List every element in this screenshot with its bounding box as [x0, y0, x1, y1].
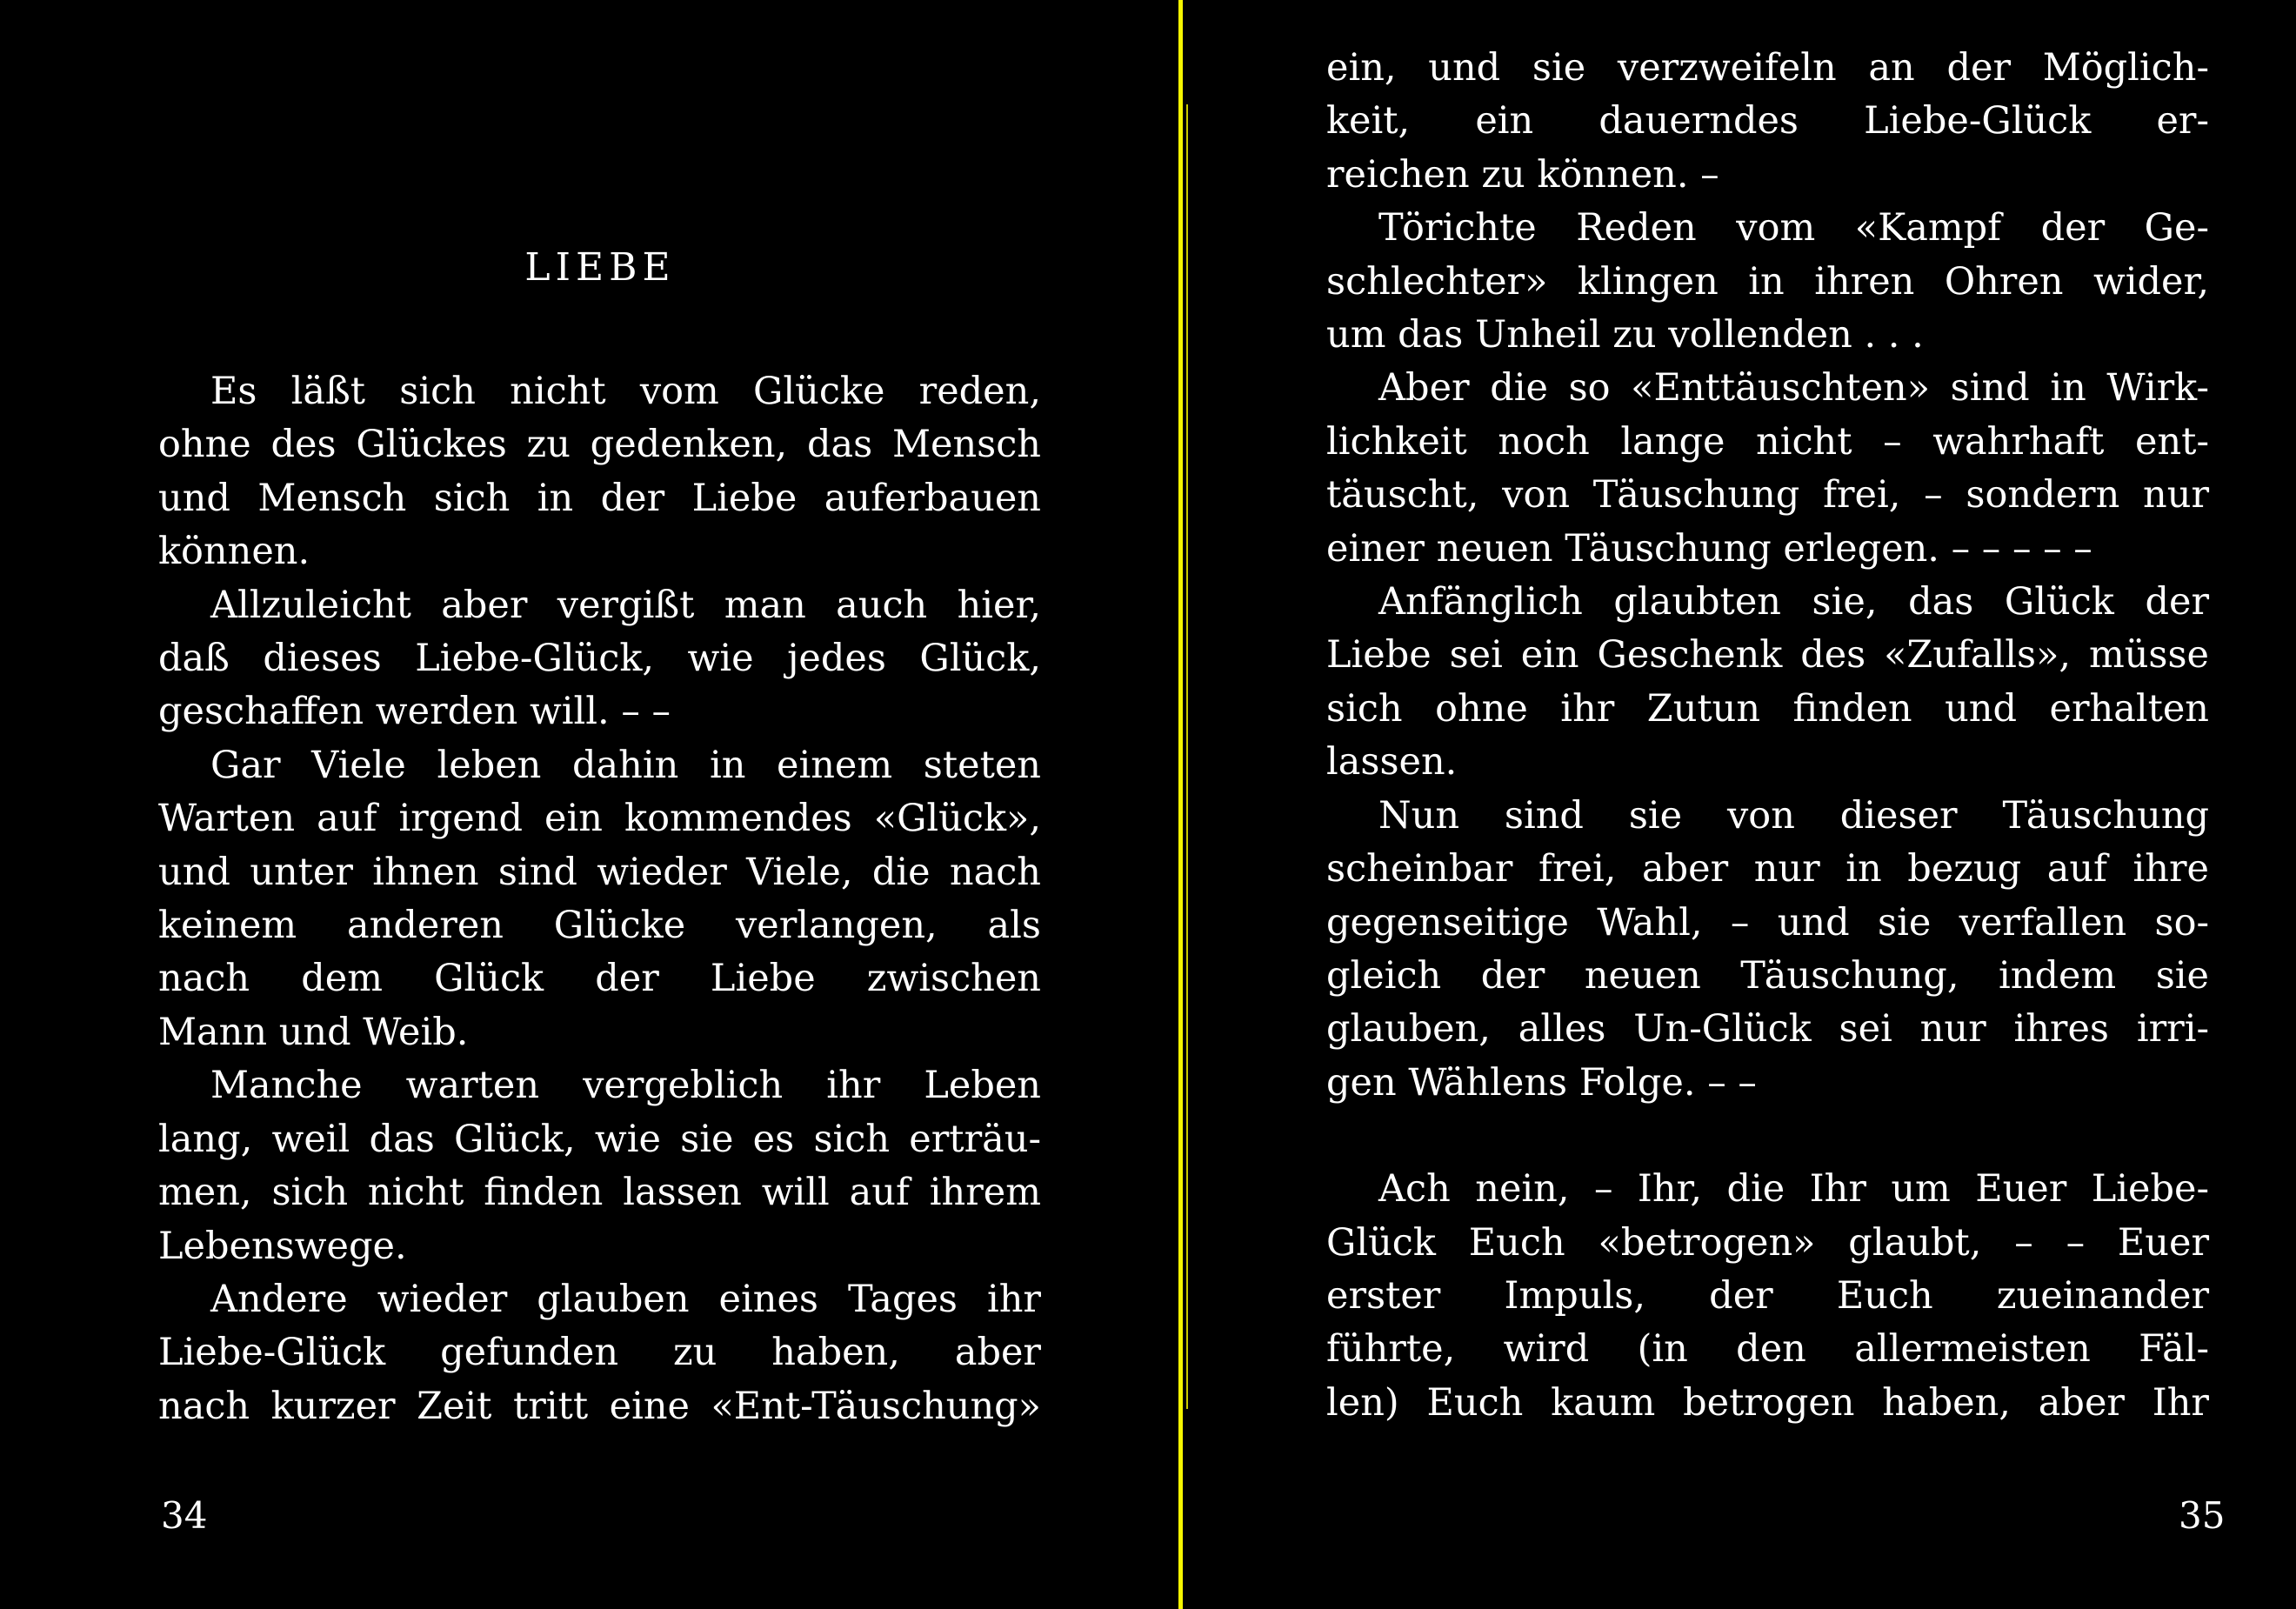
text-line: ein, und sie verzweifeln an der Möglich-	[1326, 46, 2209, 90]
text-line: Warten auf irgend ein kommendes «Glück»,	[158, 797, 1041, 841]
text-line: scheinbar frei, aber nur in bezug auf ihre	[1326, 847, 2209, 891]
text-line: Gar Viele leben dahin in einem steten	[210, 743, 1041, 787]
right-page-body	[1326, 42, 2209, 1430]
text-line: können.	[158, 530, 310, 574]
text-line: gen Wählens Folge. – –	[1326, 1060, 1757, 1105]
text-line: keinem anderen Glücke verlangen, als	[158, 904, 1041, 948]
text-line: Aber die so «Enttäuschten» sind in Wirk-	[1378, 366, 2209, 411]
text-line: Liebe sei ein Geschenk des «Zufalls», müsse	[1326, 633, 2209, 678]
text-line: Glück Euch «betrogen» glaubt, – – Euer	[1326, 1220, 2209, 1265]
chapter-title: LIEBE	[524, 245, 676, 290]
book-gutter-edge	[1186, 104, 1188, 1409]
text-line: len) Euch kaum betrogen haben, aber Ihr	[1326, 1380, 2209, 1425]
text-line: daß dieses Liebe-Glück, wie jedes Glück,	[158, 637, 1041, 681]
page-number-left: 34	[161, 1494, 208, 1537]
book-gutter	[1178, 0, 1183, 1609]
text-line: Allzuleicht aber vergißt man auch hier,	[210, 583, 1041, 627]
page-number-right: 35	[2179, 1494, 2226, 1537]
text-line: ohne des Glückes zu gedenken, das Mensch	[158, 423, 1041, 467]
text-line: lichkeit noch lange nicht – wahrhaft ent-	[1326, 419, 2209, 464]
text-line: Liebe-Glück gefunden zu haben, aber	[158, 1331, 1041, 1375]
text-line: men, sich nicht finden lassen will auf ihrem	[158, 1171, 1041, 1215]
text-line: lang, weil das Glück, wie sie es sich erträu-	[158, 1117, 1041, 1161]
paragraph-gap	[1326, 1110, 2209, 1163]
text-line: Nun sind sie von dieser Täuschung	[1378, 793, 2209, 838]
text-line: Lebenswege.	[158, 1224, 407, 1268]
text-line: glauben, alles Un-Glück sei nur ihres irri-	[1326, 1007, 2209, 1052]
text-line: geschaffen werden will. – –	[158, 690, 671, 734]
text-line: führte, wird (in den allermeisten Fäl-	[1326, 1327, 2209, 1372]
text-line: reichen zu können. –	[1326, 152, 1719, 197]
text-line: nach kurzer Zeit tritt eine «Ent-Täuschung»	[158, 1384, 1041, 1428]
text-line: Mann und Weib.	[158, 1010, 469, 1054]
text-line: Ach nein, – Ihr, die Ihr um Euer Liebe-	[1378, 1167, 2209, 1212]
text-line: lassen.	[1326, 740, 1458, 784]
text-line: Andere wieder glauben eines Tages ihr	[210, 1277, 1041, 1321]
text-line: täuscht, von Täuschung frei, – sondern nur	[1326, 473, 2209, 517]
text-line: Anfänglich glaubten sie, das Glück der	[1378, 580, 2209, 624]
text-line: schlechter» klingen in ihren Ohren wider,	[1326, 259, 2209, 304]
left-page-body	[158, 365, 1041, 1433]
text-line: gegenseitige Wahl, – und sie verfallen so-	[1326, 900, 2209, 945]
text-line: um das Unheil zu vollenden . . .	[1326, 313, 1924, 357]
text-line: sich ohne ihr Zutun finden und erhalten	[1326, 686, 2209, 731]
text-line: Es läßt sich nicht vom Glücke reden,	[210, 370, 1041, 413]
text-line: und Mensch sich in der Liebe auferbauen	[158, 476, 1041, 520]
text-line: erster Impuls, der Euch zueinander	[1326, 1273, 2209, 1318]
text-line: keit, ein dauerndes Liebe-Glück er-	[1326, 99, 2209, 144]
text-line: und unter ihnen sind wieder Viele, die nach	[158, 850, 1041, 894]
text-line: Törichte Reden vom «Kampf der Ge-	[1378, 206, 2209, 250]
text-line: gleich der neuen Täuschung, indem sie	[1326, 953, 2209, 998]
text-line: Manche warten vergeblich ihr Leben	[210, 1064, 1041, 1108]
text-line: nach dem Glück der Liebe zwischen	[158, 957, 1041, 1001]
text-line: einer neuen Täuschung erlegen. – – – – –	[1326, 526, 2092, 571]
